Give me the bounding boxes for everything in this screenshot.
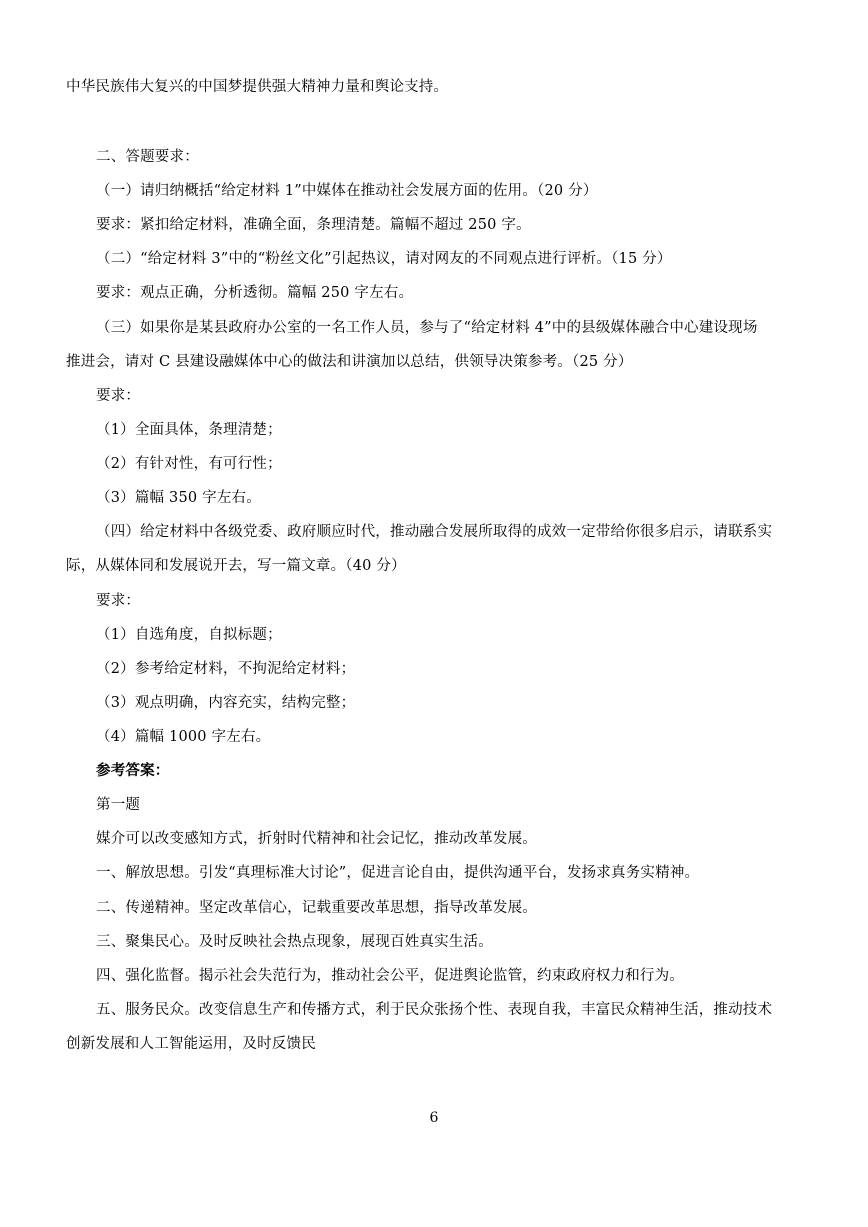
intro-line: 中华民族伟大复兴的中国梦提供强大精神力量和舆论支持。 xyxy=(66,79,449,95)
question-3-requirement-3: （3）篇幅 350 字左右。 xyxy=(96,490,261,506)
answer-1-point-2: 二、传递精神。坚定改革信心，记载重要改革思想，指导改革发展。 xyxy=(96,900,537,916)
question-4-requirement-label: 要求： xyxy=(96,593,141,609)
answers-heading: 参考答案： xyxy=(96,762,170,779)
question-3-requirement-1: （1）全面具体，条理清楚； xyxy=(96,422,282,438)
question-4-requirement-2: （2）参考给定材料，不拘泥给定材料； xyxy=(96,661,356,677)
answer-1-summary: 媒介可以改变感知方式，折射时代精神和社会记忆，推动改革发展。 xyxy=(96,831,537,847)
question-3-requirement-2: （2）有针对性，有可行性； xyxy=(96,456,282,472)
answer-1-point-1: 一、解放思想。引发“真理标准大讨论”，促进言论自由，提供沟通平台，发扬求真务实精神。 xyxy=(96,865,700,881)
answer-1-title: 第一题 xyxy=(96,797,141,813)
question-1-requirement: 要求：紧扣给定材料，准确全面，条理清楚。篇幅不超过 250 字。 xyxy=(96,217,531,233)
question-3-line-1: （三）如果你是某县政府办公室的一名工作人员，参与了“给定材料 4”中的县级媒体融合中心建设现场 xyxy=(96,320,758,336)
question-4-requirement-4: （4）篇幅 1000 字左右。 xyxy=(96,729,271,745)
question-3-line-2: 推进会，请对 C 县建设融媒体中心的做法和讲演加以总结，供领导决策参考。（25 分） xyxy=(66,354,633,370)
requirements-heading: 二、答题要求： xyxy=(96,149,199,165)
answer-1-point-4: 四、强化监督。揭示社会失范行为，推动社会公平，促进舆论监管，约束政府权力和行为。 xyxy=(96,968,684,984)
question-4-line-2: 际，从媒体同和发展说开去，写一篇文章。（40 分） xyxy=(66,558,406,574)
question-4-line-1: （四）给定材料中各级党委、政府顺应时代，推动融合发展所取得的成效一定带给你很多启示，请联系实 xyxy=(96,524,773,540)
answer-1-point-5-line-1: 五、服务民众。改变信息生产和传播方式，利于民众张扬个性、表现自我，丰富民众精神生活，推动技术 xyxy=(96,1002,773,1018)
question-1: （一）请归纳概括“给定材料 1”中媒体在推动社会发展方面的佐用。（20 分） xyxy=(96,183,598,199)
page-number: 6 xyxy=(429,1110,439,1126)
question-4-requirement-3: （3）观点明确，内容充实，结构完整； xyxy=(96,695,356,711)
question-3-requirement-label: 要求： xyxy=(96,388,141,404)
answer-1-point-3: 三、聚集民心。及时反映社会热点现象，展现百姓真实生活。 xyxy=(96,934,493,950)
answer-1-point-5-line-2: 创新发展和人工智能运用，及时反馈民 xyxy=(66,1036,316,1052)
question-2-requirement: 要求：观点正确，分析透彻。篇幅 250 字左右。 xyxy=(96,285,414,301)
question-2: （二）“给定材料 3”中的“粉丝文化”引起热议，请对网友的不同观点进行评析。（15 分） xyxy=(96,251,672,267)
question-4-requirement-1: （1）自选角度，自拟标题； xyxy=(96,627,282,643)
